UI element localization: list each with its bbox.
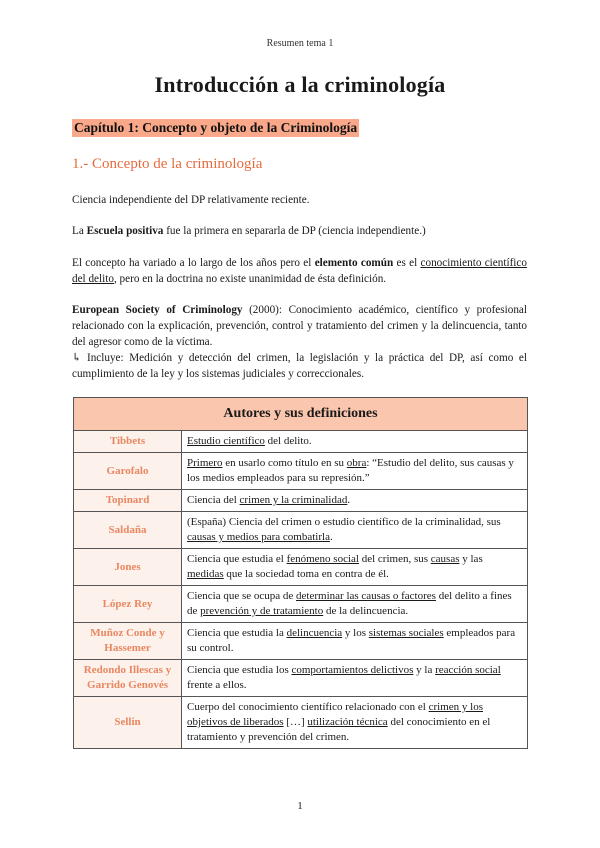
table-row — [74, 697, 528, 749]
author-name: Topinard — [74, 490, 182, 512]
table-row — [74, 623, 528, 660]
table-row — [74, 586, 528, 623]
author-definition: (España) Ciencia del crimen o estudio científico de la criminalidad, sus causas y medios para combatirla. — [182, 512, 528, 549]
table-row — [74, 512, 528, 549]
author-name: Muñoz Conde y Hassemer — [74, 623, 182, 660]
author-definition: Ciencia que estudia la delincuencia y los sistemas sociales empleados para su control. — [182, 623, 528, 660]
authors-table — [73, 397, 528, 749]
author-name: Garofalo — [74, 453, 182, 490]
author-name: Sellin — [74, 697, 182, 749]
author-definition: Ciencia que estudia los comportamientos delictivos y la reacción social frente a ellos. — [182, 660, 528, 697]
paragraph-3: El concepto ha variado a lo largo de los años pero el elemento común es el conocimiento científico del delito, pero en la doctrina no existe unanimidad de ésta definición. — [72, 257, 527, 285]
table-row — [74, 660, 528, 697]
running-header: Resumen tema 1 — [266, 38, 334, 49]
author-name: Jones — [74, 549, 182, 586]
table-row — [74, 549, 528, 586]
paragraph-1: Ciencia independiente del DP relativamente reciente. — [72, 194, 310, 206]
table-row — [74, 453, 528, 490]
author-name: Saldaña — [74, 512, 182, 549]
author-definition: Ciencia que estudia el fenómeno social del crimen, sus causas y las medidas que la sociedad toma en contra de él. — [182, 549, 528, 586]
chapter-heading: Capítulo 1: Concepto y objeto de la Criminología — [74, 120, 358, 135]
author-name: López Rey — [74, 586, 182, 623]
table-row — [74, 490, 528, 512]
author-name: Redondo Illescas y Garrido Genovés — [74, 660, 182, 697]
author-definition: Estudio científico del delito. — [182, 431, 528, 453]
author-definition: Cuerpo del conocimiento científico relacionado con el crimen y los objetivos de liberados […] utilización técnica del conocimiento en el tratamiento y prevención del crimen. — [182, 697, 528, 749]
author-name: Tibbets — [74, 431, 182, 453]
table-row — [74, 431, 528, 453]
document-title: Introducción a la criminología — [154, 72, 446, 97]
paragraph-4: European Society of Criminology (2000): Conocimiento académico, científico y profesional relacionado con la explicación, prevención, control y tratamiento del crimen y la delincuencia, tanto del agresor como de la víctima. ↳ Incluye: Medición y detección del crimen, la legislación y la práctica del DP, así como el cumplimiento de la ley y los sistemas judiciales y correccionales. — [72, 304, 527, 380]
page-number: 1 — [297, 800, 303, 812]
author-definition: Ciencia del crimen y la criminalidad. — [182, 490, 528, 512]
section-heading: 1.- Concepto de la criminología — [72, 156, 263, 172]
table-heading: Autores y sus definiciones — [74, 398, 528, 431]
author-definition: Ciencia que se ocupa de determinar las causas o factores del delito a fines de prevención y de tratamiento de la delincuencia. — [182, 586, 528, 623]
author-definition: Primero en usarlo como título en su obra: “Estudio del delito, sus causas y los medios empleados para su represión.” — [182, 453, 528, 490]
paragraph-2: La Escuela positiva fue la primera en separarla de DP (ciencia independiente.) — [72, 225, 426, 237]
